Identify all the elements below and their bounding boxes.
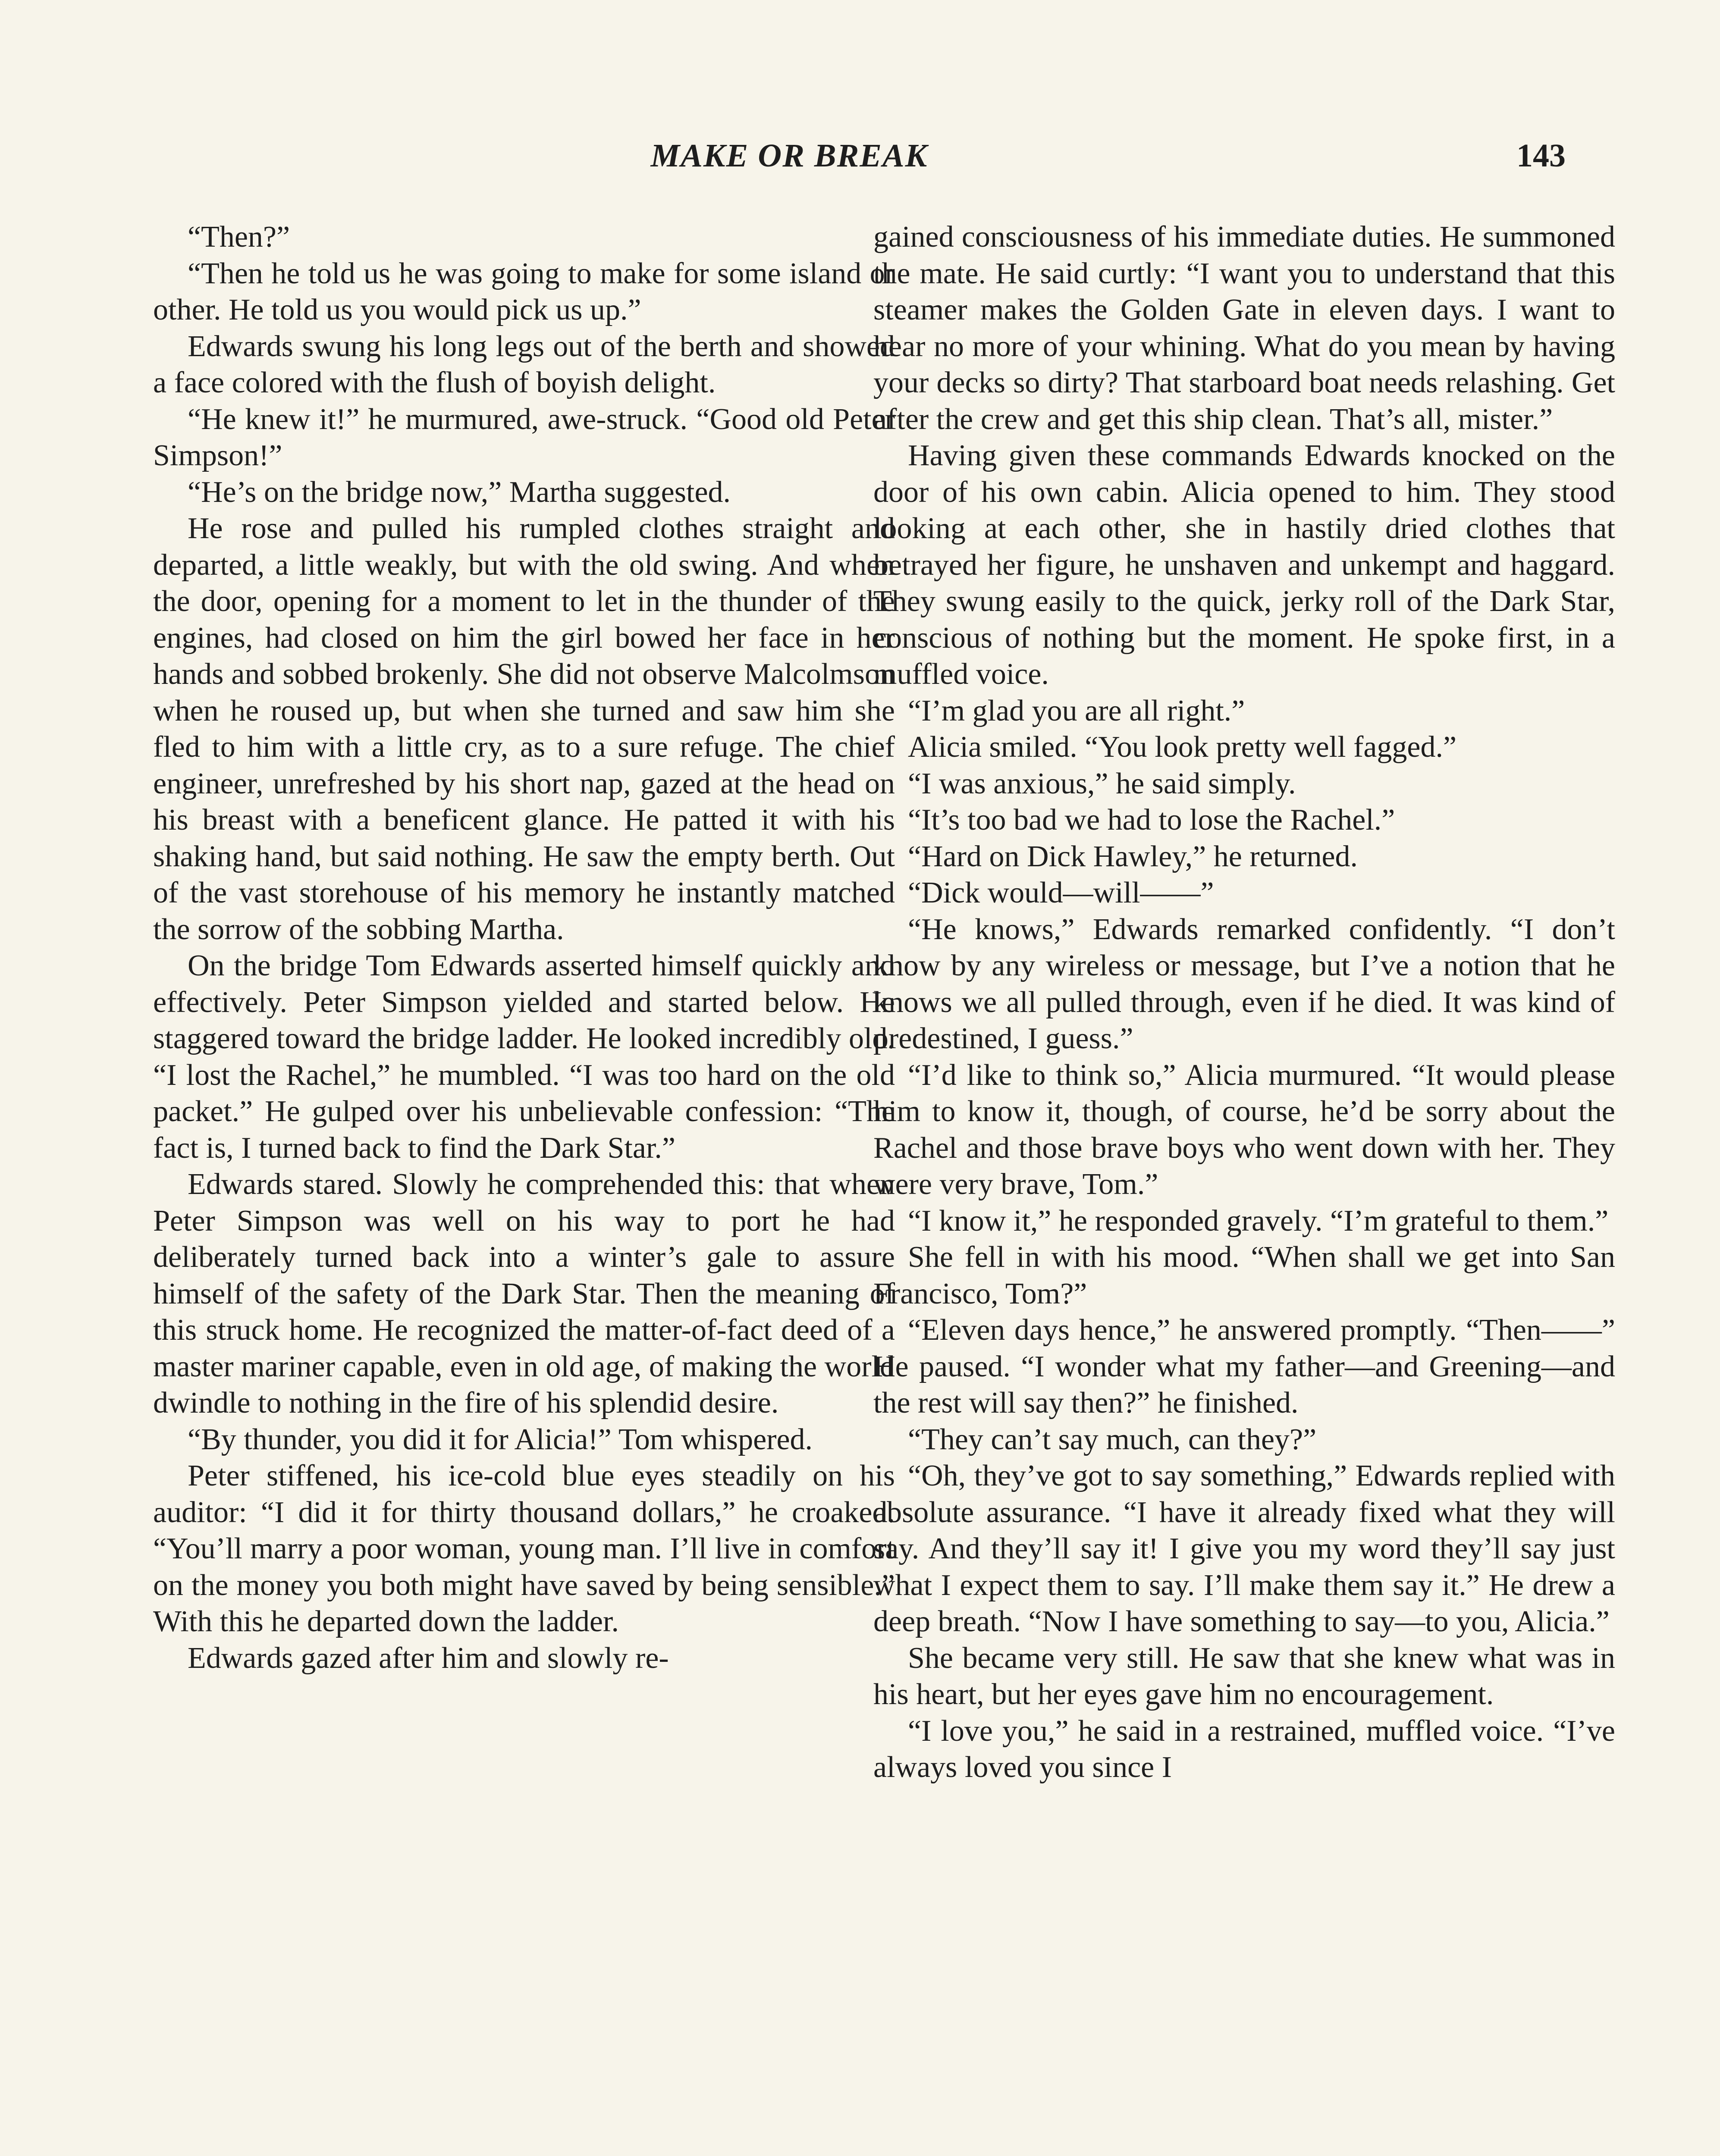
left-column [153, 219, 895, 1677]
paragraph: He rose and pulled his rumpled clothes straight and departed, a little weakly, but with the old swing. And when the door, opening for a moment to let in the thunder of the engines, had closed on him the girl bowed her face in her hands and sobbed brokenly. She did not observe Malcolmson when he roused up, but when she turned and saw him she fled to him with a little cry, as to a sure refuge. The chief engineer, unrefreshed by his short nap, gazed at the head on his breast with a beneficent glance. He patted it with his shaking hand, but said nothing. He saw the empty berth. Out of the vast storehouse of his memory he instantly matched the sorrow of the sobbing Martha. [153, 512, 895, 946]
paragraph: She became very still. He saw that she knew what was in his heart, but her eyes gave him no encouragement. [873, 1641, 1615, 1711]
paragraph: “They can’t say much, can they?” [908, 1423, 1317, 1456]
paragraph: “Then?” [188, 220, 290, 254]
paragraph: She fell in with his mood. “When shall we get into San Francisco, Tom?” [873, 1241, 1615, 1310]
paragraph: Alicia smiled. “You look pretty well fagged.” [908, 730, 1457, 764]
paragraph: “By thunder, you did it for Alicia!” Tom whispered. [188, 1423, 813, 1456]
page-number: 143 [1516, 138, 1566, 174]
paragraph: “Eleven days hence,” he answered promptly. “Then——” He paused. “I wonder what my father—and Greening—and the rest will say then?” he finished. [873, 1313, 1615, 1420]
paragraph: “I’m glad you are all right.” [908, 694, 1245, 727]
paragraph: “I was anxious,” he said simply. [908, 767, 1296, 800]
paragraph: “I love you,” he said in a restrained, muffled voice. “I’ve always loved you since I [873, 1714, 1615, 1784]
paragraph: “He’s on the bridge now,” Martha suggested. [188, 475, 731, 509]
paragraph: “Dick would—will——” [908, 876, 1214, 909]
running-title: MAKE OR BREAK [650, 138, 928, 174]
paragraph: Having given these commands Edwards knocked on the door of his own cabin. Alicia opened to him. They stood looking at each other, she in hastily dried clothes that betrayed her figure, he unshaven and unkempt and haggard. They swung easily to the quick, jerky roll of the Dark Star, conscious of nothing but the moment. He spoke first, in a muffled voice. [873, 439, 1615, 691]
paragraph: Edwards swung his long legs out of the berth and showed a face colored with the flush of boyish delight. [153, 329, 895, 399]
paragraph: “He knew it!” he murmured, awe-struck. “Good old Peter Simpson!” [153, 402, 895, 472]
right-column [873, 219, 1615, 1786]
paragraph: Edwards stared. Slowly he comprehended this: that when Peter Simpson was well on his way to port he had deliberately turned back into a winter’s gale to assure himself of the safety of the Dark Star. Then the meaning of this struck home. He recognized the matter-of-fact deed of a master mariner capable, even in old age, of making the world dwindle to nothing in the fire of his splendid desire. [153, 1168, 895, 1420]
paragraph: On the bridge Tom Edwards asserted himself quickly and effectively. Peter Simpson yielded and started below. He staggered toward the bridge ladder. He looked incredibly old. “I lost the Rachel,” he mumbled. “I was too hard on the old packet.” He gulped over his unbelievable confession: “The fact is, I turned back to find the Dark Star.” [153, 949, 895, 1165]
paragraph: Peter stiffened, his ice-cold blue eyes steadily on his auditor: “I did it for thirty thousand dollars,” he croaked. “You’ll marry a poor woman, young man. I’ll live in comfort on the money you both might have saved by being sensible.” With this he departed down the ladder. [153, 1459, 895, 1638]
paragraph: “Then he told us he was going to make for some island or other. He told us you would pick us up.” [153, 257, 895, 326]
paragraph: “I know it,” he responded gravely. “I’m grateful to them.” [908, 1204, 1609, 1238]
paragraph: “He knows,” Edwards remarked confidently. “I don’t know by any wireless or message, but I’ve a notion that he knows we all pulled through, even if he died. It was kind of predestined, I guess.” [873, 912, 1615, 1055]
paragraph-continued: gained consciousness of his immediate duties. He summoned the mate. He said curtly: “I want you to understand that this steamer makes the Golden Gate in eleven days. I want to hear no more of your whining. What do you mean by having your decks so dirty? That starboard boat needs relashing. Get after the crew and get this ship clean. That’s all, mister.” [873, 220, 1615, 436]
paragraph: “Oh, they’ve got to say something,” Edwards replied with absolute assurance. “I have it already fixed what they will say. And they’ll say it! I give you my word they’ll say just what I expect them to say. I’ll make them say it.” He drew a deep breath. “Now I have something to say—to you, Alicia.” [873, 1459, 1615, 1638]
paragraph: “I’d like to think so,” Alicia murmured. “It would please him to know it, though, of course, he’d be sorry about the Rachel and those brave boys who went down with her. They were very brave, Tom.” [873, 1058, 1615, 1201]
paragraph: “It’s too bad we had to lose the Rachel.” [908, 803, 1395, 837]
paragraph: “Hard on Dick Hawley,” he returned. [908, 840, 1358, 873]
paragraph: Edwards gazed after him and slowly re- [188, 1641, 669, 1675]
running-head [0, 137, 1720, 180]
